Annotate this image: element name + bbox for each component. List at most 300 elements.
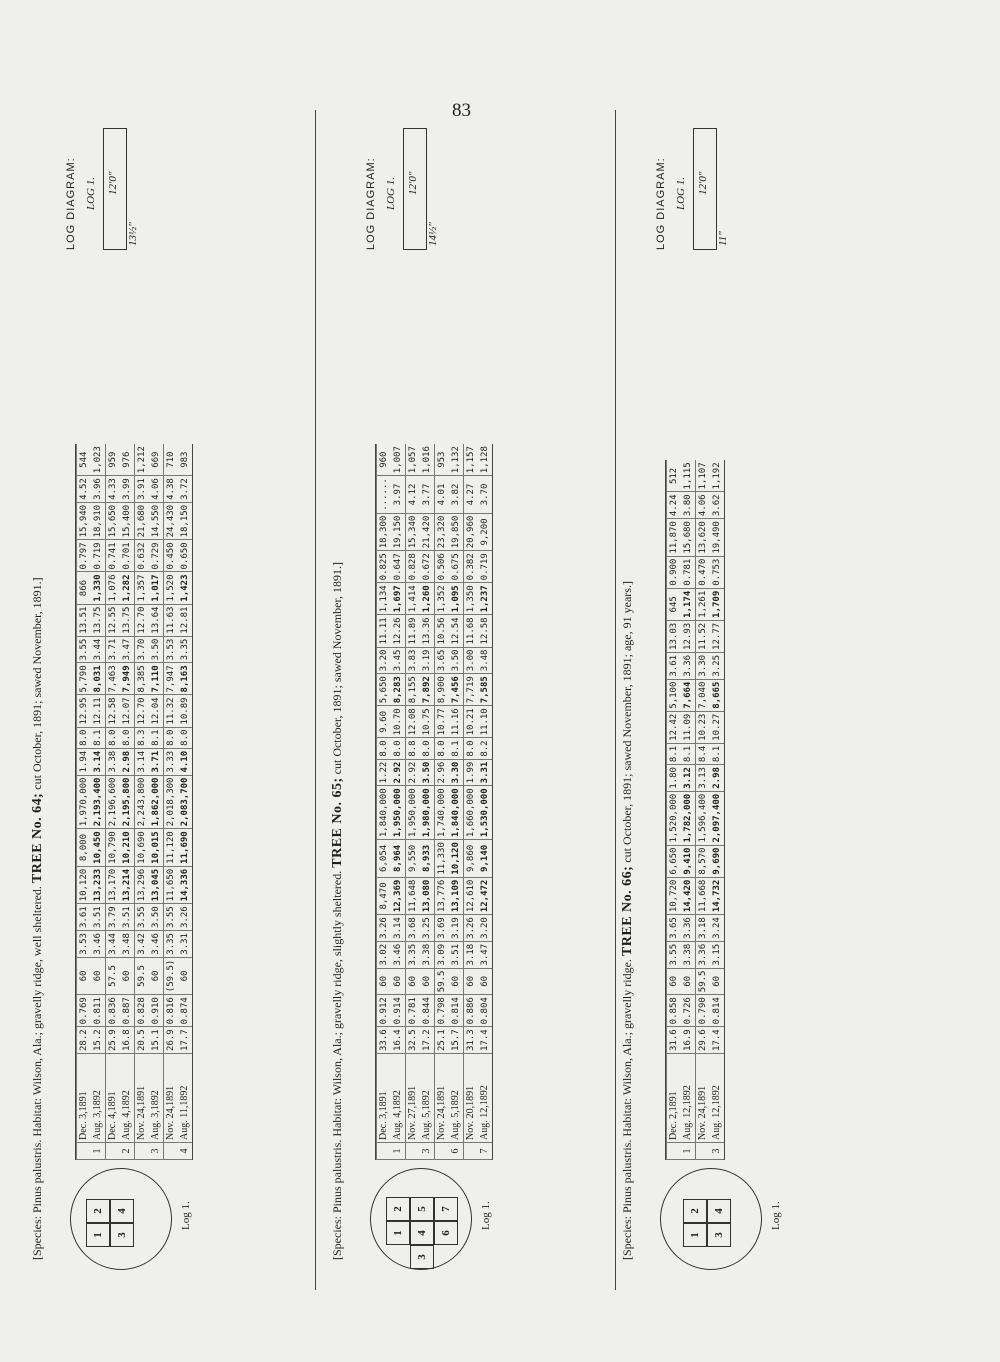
- table-cell: 18,910: [91, 502, 106, 540]
- table-cell: 1,174: [681, 588, 696, 620]
- table-cell: 12.58: [106, 695, 121, 727]
- table-cell: 8,000: [77, 829, 92, 867]
- table-cell: 28.2: [77, 1027, 92, 1054]
- section-cell: 2: [683, 1199, 707, 1223]
- table-cell: 3.15: [710, 941, 724, 968]
- group-mark: 3: [710, 1143, 724, 1160]
- group-mark: 7: [478, 1143, 492, 1160]
- table-cell: 3.18: [696, 915, 711, 942]
- table-cell: 0.825: [377, 551, 392, 583]
- table-cell: 544: [77, 444, 92, 476]
- table-cell: 976: [120, 444, 135, 476]
- table-row: [464, 444, 479, 1159]
- table-cell: 3.48: [120, 931, 135, 958]
- section-caption: [620, 581, 636, 1260]
- table-cell: 0.675: [449, 551, 464, 583]
- table-cell: 12.08: [406, 706, 421, 738]
- table-cell: 3.38: [420, 941, 435, 968]
- diagram-length: 12'0": [407, 171, 419, 195]
- table-cell: 1,520,000: [667, 791, 682, 845]
- table-cell: 19,150: [391, 513, 406, 551]
- table-cell: 3.53: [164, 636, 179, 663]
- table-cell: 4.01: [435, 476, 450, 514]
- table-cell: Dec. 3,1891: [377, 1054, 392, 1143]
- table-cell: 3.61: [667, 652, 682, 679]
- table-cell: 12.70: [135, 604, 150, 636]
- table-cell: 11.10: [478, 706, 492, 738]
- table-cell: 1,970,000: [77, 775, 92, 829]
- table-cell: 1,260: [420, 583, 435, 615]
- table-cell: 1,862,000: [149, 775, 164, 829]
- table-cell: Nov. 24,1891: [135, 1054, 150, 1143]
- table-cell: 3.46: [91, 931, 106, 958]
- table-cell: 12,369: [391, 877, 406, 915]
- table-cell: Nov. 24,1891: [435, 1054, 450, 1143]
- table-cell: 13.64: [149, 604, 164, 636]
- table-cell: 3.71: [106, 636, 121, 663]
- table-cell: 59.5: [435, 968, 450, 995]
- table-cell: 23,320: [435, 513, 450, 551]
- table-cell: Aug. 12,1892: [710, 1054, 724, 1143]
- table-cell: 3.35: [178, 636, 192, 663]
- table-cell: 1,520: [164, 572, 179, 604]
- table-cell: 5,790: [77, 663, 92, 695]
- table-cell: 1,950,000: [406, 786, 421, 840]
- table-cell: 1.22: [377, 759, 392, 786]
- section-cell: 2: [386, 1197, 410, 1221]
- table-cell: 14,420: [681, 877, 696, 915]
- log-diagram: [365, 157, 439, 250]
- table-cell: 3.70: [135, 636, 150, 663]
- table-cell: 12.93: [681, 620, 696, 652]
- table-cell: 60: [420, 968, 435, 995]
- rotated-page: [0, 110, 1000, 1290]
- diagram-title: LOG DIAGRAM:: [365, 157, 377, 250]
- data-grid: [76, 444, 192, 1160]
- table-cell: 7,463: [106, 663, 121, 695]
- group-mark: [164, 1143, 179, 1160]
- section-cell: 1: [683, 1223, 707, 1247]
- table-cell: 11.11: [377, 615, 392, 647]
- table-cell: 13.75: [91, 604, 106, 636]
- table-cell: 8.1: [449, 738, 464, 759]
- table-row: [667, 460, 682, 1159]
- section-cell: 4: [110, 1199, 134, 1223]
- table-cell: 3.19: [449, 915, 464, 942]
- table-cell: 11.09: [681, 711, 696, 743]
- table-cell: 3.35: [406, 941, 421, 968]
- table-cell: 3.25: [420, 915, 435, 942]
- table-cell: 8,570: [696, 845, 711, 877]
- table-row: [77, 444, 92, 1159]
- table-cell: 7,110: [149, 663, 164, 695]
- section-cell: 4: [707, 1199, 731, 1223]
- table-cell: ......: [377, 476, 392, 514]
- table-cell: 3.50: [449, 647, 464, 674]
- table-cell: 0.672: [420, 551, 435, 583]
- table-row: [696, 460, 711, 1159]
- table-cell: 0.797: [77, 540, 92, 572]
- table-cell: 1,017: [149, 572, 164, 604]
- table-cell: 8,665: [710, 679, 724, 711]
- table-cell: 0.729: [149, 540, 164, 572]
- table-cell: 13.03: [667, 620, 682, 652]
- data-grid: [376, 444, 492, 1160]
- table-cell: 17.2: [420, 1027, 435, 1054]
- table-cell: 7,719: [464, 674, 479, 706]
- table-row: [178, 444, 192, 1159]
- table-cell: 3.26: [178, 904, 192, 931]
- table-cell: 4.06: [696, 492, 711, 519]
- table-cell: 3.53: [77, 931, 92, 958]
- table-cell: 3.61: [77, 904, 92, 931]
- table-cell: 1,414: [406, 583, 421, 615]
- table-cell: Nov. 24,1891: [164, 1054, 179, 1143]
- table-cell: Aug. 5,1892: [449, 1054, 464, 1143]
- table-cell: 31.6: [667, 1027, 682, 1054]
- table-cell: 0.814: [449, 995, 464, 1027]
- group-mark: 3: [420, 1143, 435, 1160]
- table-cell: 13,214: [120, 866, 135, 904]
- table-cell: 4.52: [77, 476, 92, 503]
- table-cell: 15,680: [681, 519, 696, 557]
- table-cell: 3.55: [667, 941, 682, 968]
- table-cell: 60: [77, 957, 92, 995]
- table-cell: 3.55: [135, 904, 150, 931]
- table-cell: 669: [149, 444, 164, 476]
- table-cell: 0.769: [77, 995, 92, 1027]
- table-cell: 12.07: [120, 695, 135, 727]
- table-cell: 3.51: [120, 904, 135, 931]
- table-cell: 7,892: [420, 674, 435, 706]
- table-cell: 8.4: [696, 743, 711, 764]
- section-cell: 1: [386, 1221, 410, 1245]
- log-label: Log 1.: [480, 1201, 492, 1230]
- group-mark: [135, 1143, 150, 1160]
- table-cell: 8,900: [435, 674, 450, 706]
- table-cell: 10.77: [435, 706, 450, 738]
- table-cell: 20,960: [464, 513, 479, 551]
- table-cell: 1,840,000: [449, 786, 464, 840]
- caption-text: [Species: Pinus palustris. Habitat: Wilson, Ala.; gravelly ridge.: [620, 956, 634, 1260]
- table-cell: 17.7: [178, 1027, 192, 1054]
- caption-text: cut October, 1891; sawed November, 1891.]: [330, 562, 344, 778]
- table-cell: 2.98: [710, 765, 724, 792]
- table-cell: 1,134: [377, 583, 392, 615]
- log-diagram: [65, 157, 139, 250]
- table-cell: 3.50: [149, 904, 164, 931]
- table-cell: 24,430: [164, 502, 179, 540]
- table-cell: 2,193,400: [91, 775, 106, 829]
- table-cell: 1,237: [478, 583, 492, 615]
- table-cell: Aug. 5,1892: [420, 1054, 435, 1143]
- table-cell: 3.02: [377, 941, 392, 968]
- table-cell: 0.910: [149, 995, 164, 1027]
- table-cell: 1,660,000: [464, 786, 479, 840]
- table-cell: 0.647: [391, 551, 406, 583]
- table-cell: 16.4: [391, 1027, 406, 1054]
- table-cell: 6,054: [377, 840, 392, 878]
- diagram-diameter: 14½": [427, 222, 439, 246]
- diagram-log-label: LOG 1.: [675, 176, 687, 210]
- table-cell: 3.31: [178, 931, 192, 958]
- table-cell: 3.38: [106, 748, 121, 775]
- table-cell: 0.781: [681, 556, 696, 588]
- table-cell: 8,163: [178, 663, 192, 695]
- group-mark: [464, 1143, 479, 1160]
- table-cell: 3.46: [149, 931, 164, 958]
- table-cell: 3.12: [681, 765, 696, 792]
- table-cell: 29.6: [696, 1027, 711, 1054]
- table-cell: 3.47: [478, 941, 492, 968]
- table-cell: 13,045: [149, 866, 164, 904]
- section-cell: 3: [110, 1223, 134, 1247]
- diagram-diameter: 13½": [127, 222, 139, 246]
- table-cell: 1,016: [420, 444, 435, 476]
- table-cell: 0.914: [391, 995, 406, 1027]
- table-cell: 3.77: [420, 476, 435, 514]
- table-row: [149, 444, 164, 1159]
- table-cell: 3.13: [696, 765, 711, 792]
- table-cell: 0.781: [406, 995, 421, 1027]
- table-cell: 1.80: [667, 765, 682, 792]
- table-cell: 12.26: [391, 615, 406, 647]
- table-row: [420, 444, 435, 1159]
- table-cell: 1,352: [435, 583, 450, 615]
- table-cell: 8.1: [91, 727, 106, 748]
- table-row: [164, 444, 179, 1159]
- section-divider: [315, 110, 316, 1290]
- tree-number: TREE No. 64;: [30, 792, 45, 884]
- table-cell: 3.42: [135, 931, 150, 958]
- table-cell: 1.94: [77, 748, 92, 775]
- caption-text: cut October, 1891; sawed November, 1891; age, 91 years.]: [620, 581, 634, 866]
- table-cell: 21,420: [420, 513, 435, 551]
- table-cell: 3.18: [464, 941, 479, 968]
- table-cell: 0.858: [667, 995, 682, 1027]
- table-cell: 3.20: [377, 647, 392, 674]
- table-cell: 2,243,800: [135, 775, 150, 829]
- table-cell: 8.0: [391, 738, 406, 759]
- table-cell: 1,212: [135, 444, 150, 476]
- table-cell: 13,109: [449, 877, 464, 915]
- group-mark: [667, 1143, 682, 1160]
- table-cell: 960: [377, 444, 392, 476]
- table-cell: 0.719: [478, 551, 492, 583]
- table-cell: 8,031: [91, 663, 106, 695]
- table-cell: 959: [106, 444, 121, 476]
- table-cell: 5,650: [377, 674, 392, 706]
- table-cell: 12.11: [91, 695, 106, 727]
- table-cell: 11,668: [696, 877, 711, 915]
- table-row: [478, 444, 492, 1159]
- table-cell: 6,650: [667, 845, 682, 877]
- table-cell: Aug. 11,1892: [178, 1054, 192, 1143]
- table-cell: 0.470: [696, 556, 711, 588]
- table-cell: 1,107: [696, 460, 711, 492]
- table-cell: 8.8: [406, 738, 421, 759]
- table-cell: 3.19: [420, 647, 435, 674]
- table-cell: 3.55: [164, 904, 179, 931]
- table-cell: 15,340: [406, 513, 421, 551]
- table-cell: 1,697: [391, 583, 406, 615]
- group-mark: 6: [449, 1143, 464, 1160]
- table-cell: Aug. 12,1892: [681, 1054, 696, 1143]
- table-cell: 10,210: [120, 829, 135, 867]
- table-cell: 13.36: [420, 615, 435, 647]
- table-cell: 7,947: [164, 663, 179, 695]
- table-cell: Dec. 2,1891: [667, 1054, 682, 1143]
- table-cell: 0.382: [464, 551, 479, 583]
- table-row: [391, 444, 406, 1159]
- table-cell: 0.719: [91, 540, 106, 572]
- table-cell: 3.99: [120, 476, 135, 503]
- table-cell: 3.44: [106, 931, 121, 958]
- table-cell: 15,940: [77, 502, 92, 540]
- group-mark: 1: [681, 1143, 696, 1160]
- diagram-log-label: LOG 1.: [385, 176, 397, 210]
- table-cell: 3.55: [77, 636, 92, 663]
- table-cell: 4.27: [464, 476, 479, 514]
- table-cell: 25.1: [435, 1027, 450, 1054]
- table-cell: 15.1: [149, 1027, 164, 1054]
- table-cell: 13,776: [435, 877, 450, 915]
- table-row: [106, 444, 121, 1159]
- table-cell: 60: [91, 957, 106, 995]
- table-cell: 0.912: [377, 995, 392, 1027]
- table-cell: 12.81: [178, 604, 192, 636]
- log-label: Log 1.: [770, 1201, 782, 1230]
- table-cell: 19,850: [449, 513, 464, 551]
- table-cell: 3.30: [449, 759, 464, 786]
- table-cell: 8.0: [464, 738, 479, 759]
- table-cell: 14,550: [149, 502, 164, 540]
- table-cell: 7,949: [120, 663, 135, 695]
- page-number: 83: [452, 100, 471, 121]
- table-cell: 10,720: [667, 877, 682, 915]
- table-cell: 1,095: [449, 583, 464, 615]
- table-row: [135, 444, 150, 1159]
- table-cell: 3.50: [149, 636, 164, 663]
- table-cell: 8.0: [377, 738, 392, 759]
- table-row: [681, 460, 696, 1159]
- table-cell: 31.3: [464, 1027, 479, 1054]
- table-cell: 25.9: [106, 1027, 121, 1054]
- table-cell: 3.46: [391, 941, 406, 968]
- table-cell: 60: [120, 957, 135, 995]
- table-cell: 0.811: [91, 995, 106, 1027]
- table-cell: 0.790: [696, 995, 711, 1027]
- table-cell: 60: [449, 968, 464, 995]
- table-cell: 3.35: [164, 931, 179, 958]
- log-cross-section: [660, 1168, 762, 1270]
- table-cell: 11.89: [406, 615, 421, 647]
- table-cell: 60: [178, 957, 192, 995]
- table-cell: 10,120: [449, 840, 464, 878]
- table-cell: 3.36: [681, 652, 696, 679]
- section-cell: 3: [707, 1223, 731, 1247]
- table-cell: 9,860: [464, 840, 479, 878]
- table-cell: 2,083,700: [178, 775, 192, 829]
- table-cell: 11,120: [164, 829, 179, 867]
- table-cell: 57.5: [106, 957, 121, 995]
- table-cell: 12.58: [478, 615, 492, 647]
- table-cell: 16.8: [120, 1027, 135, 1054]
- table-cell: 60: [710, 968, 724, 995]
- table-cell: 8,385: [135, 663, 150, 695]
- table-cell: 3.26: [377, 915, 392, 942]
- diagram-length: 12'0": [107, 171, 119, 195]
- table-cell: 10,690: [135, 829, 150, 867]
- table-cell: Dec. 3,1891: [77, 1054, 92, 1143]
- table-cell: 14,732: [710, 877, 724, 915]
- table-cell: 8.1: [681, 743, 696, 764]
- table-cell: 9,550: [406, 840, 421, 878]
- table-cell: 3.14: [391, 915, 406, 942]
- table-cell: 3.20: [478, 915, 492, 942]
- table-cell: 3.38: [681, 941, 696, 968]
- table-cell: 12,610: [464, 877, 479, 915]
- table-cell: 0.900: [667, 556, 682, 588]
- table-cell: 13,170: [106, 866, 121, 904]
- table-cell: 15,400: [120, 502, 135, 540]
- table-cell: 710: [164, 444, 179, 476]
- table-cell: 7,585: [478, 674, 492, 706]
- table-cell: 4.24: [667, 492, 682, 519]
- table-cell: Nov. 27,1891: [406, 1054, 421, 1143]
- table-cell: 33.6: [377, 1027, 392, 1054]
- table-cell: 0.828: [406, 551, 421, 583]
- table-cell: 0.886: [464, 995, 479, 1027]
- table-cell: 1,840,000: [377, 786, 392, 840]
- table-cell: 8.3: [135, 727, 150, 748]
- table-cell: 1,282: [120, 572, 135, 604]
- log-label: Log 1.: [180, 1201, 192, 1230]
- data-table: [75, 444, 193, 1160]
- table-cell: 3.91: [135, 476, 150, 503]
- group-mark: 2: [120, 1143, 135, 1160]
- group-mark: [696, 1143, 711, 1160]
- table-cell: 60: [377, 968, 392, 995]
- table-cell: 10.23: [696, 711, 711, 743]
- table-cell: 60: [681, 968, 696, 995]
- table-cell: 3.65: [667, 915, 682, 942]
- table-cell: 0.836: [106, 995, 121, 1027]
- table-cell: 12.70: [135, 695, 150, 727]
- table-cell: 12,472: [478, 877, 492, 915]
- table-cell: 9,410: [681, 845, 696, 877]
- table-cell: 9.60: [377, 706, 392, 738]
- table-cell: 4.06: [149, 476, 164, 503]
- table-cell: 645: [667, 588, 682, 620]
- table-cell: 15.2: [91, 1027, 106, 1054]
- tree-number: TREE No. 65;: [330, 777, 345, 868]
- table-cell: 3.97: [391, 476, 406, 514]
- table-cell: 10,450: [91, 829, 106, 867]
- table-cell: 0.874: [178, 995, 192, 1027]
- table-cell: 0.753: [710, 556, 724, 588]
- table-cell: 3.25: [710, 652, 724, 679]
- table-cell: 8.0: [77, 727, 92, 748]
- group-mark: [406, 1143, 421, 1160]
- table-cell: 4.10: [178, 748, 192, 775]
- table-cell: Dec. 4,1891: [106, 1054, 121, 1143]
- table-cell: 3.09: [435, 941, 450, 968]
- table-cell: 10,120: [77, 866, 92, 904]
- table-cell: 11.63: [164, 604, 179, 636]
- table-cell: 3.44: [91, 636, 106, 663]
- table-cell: 8.0: [106, 727, 121, 748]
